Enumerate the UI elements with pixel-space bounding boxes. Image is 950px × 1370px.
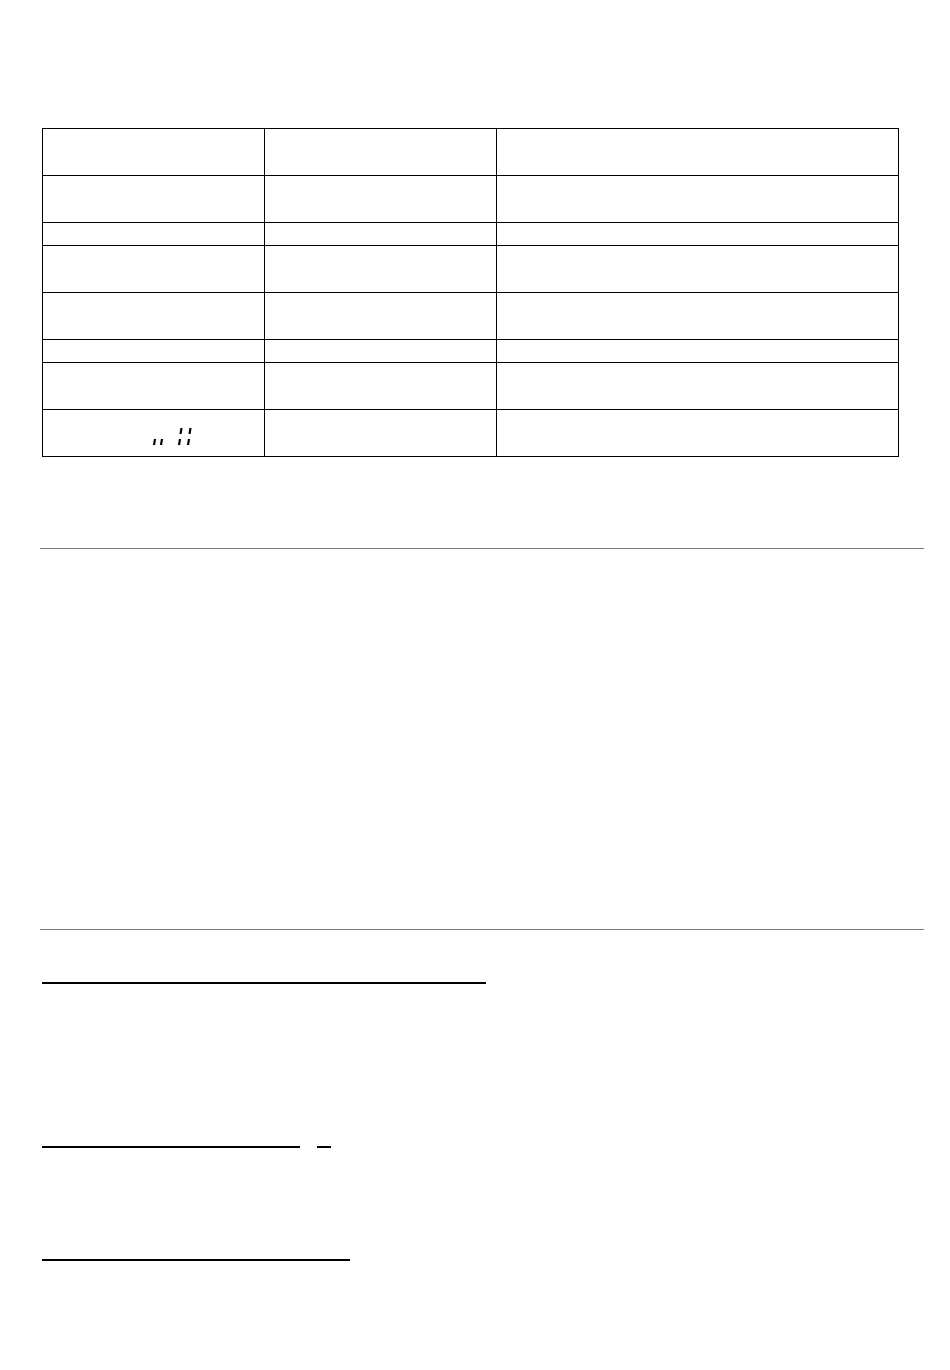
section-divider [40,929,924,930]
table-row [43,363,899,410]
table-cell [265,293,497,340]
data-table [42,128,899,457]
section-divider [40,548,924,549]
table-row [43,176,899,223]
table-row [43,129,899,176]
heading-underline [42,982,486,984]
table-cell [43,176,265,223]
table-cell [497,223,899,246]
table-cell [265,223,497,246]
table-cell [497,410,899,457]
table-cell [265,129,497,176]
table-cell [265,363,497,410]
table-cell [43,129,265,176]
tick-marks-icon [151,420,201,446]
table-row [43,410,899,457]
table-row [43,246,899,293]
table-cell [265,340,497,363]
table-cell [265,410,497,457]
table-cell [43,293,265,340]
table-cell [497,340,899,363]
table-row [43,340,899,363]
table-cell [43,340,265,363]
heading-underline [317,1146,331,1148]
table-cell [43,246,265,293]
table-cell [497,129,899,176]
table-cell [497,363,899,410]
table-cell [497,293,899,340]
table-cell [43,223,265,246]
table-cell [43,410,265,457]
table-row [43,223,899,246]
table-cell [497,176,899,223]
table-row [43,293,899,340]
heading-underline [42,1259,350,1261]
table-cell [497,246,899,293]
table-cell [265,246,497,293]
table-cell [43,363,265,410]
heading-underline [42,1146,300,1148]
table-cell [265,176,497,223]
